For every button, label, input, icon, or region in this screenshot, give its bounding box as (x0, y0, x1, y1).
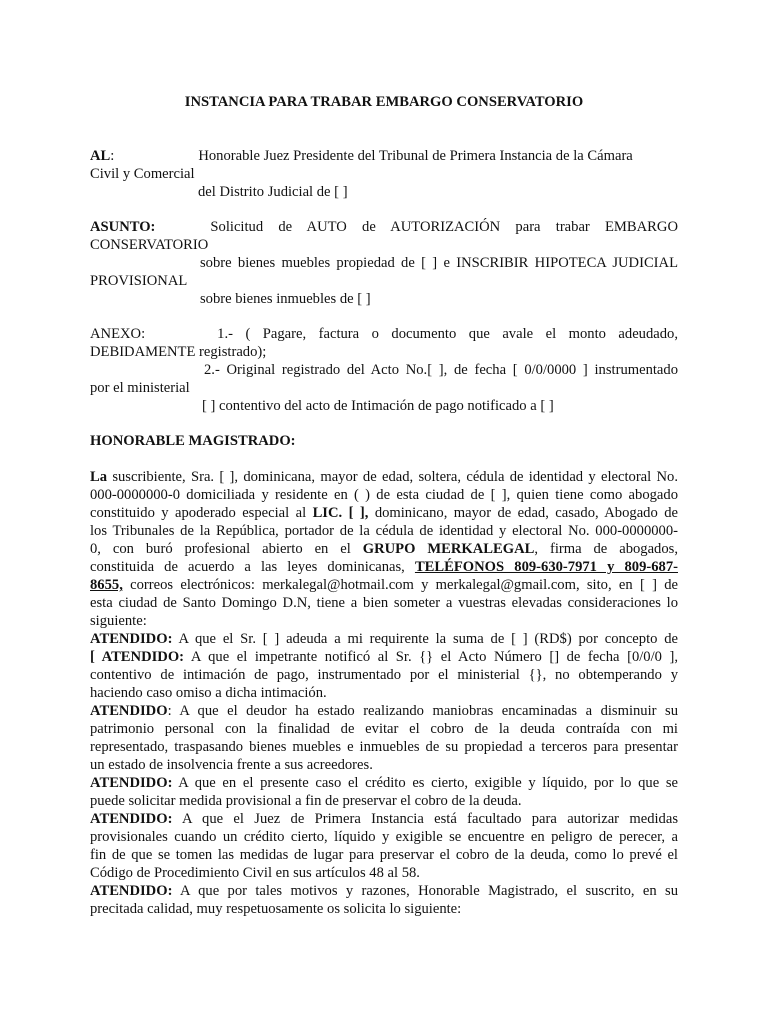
intro-paragraph (90, 468, 678, 630)
atendido-1: ATENDIDO: A que el Sr. [ ] adeuda a mi requirente la suma de [ ] (RD$) por concepto de (90, 631, 679, 647)
intro-line-7: 8655, correos electrónicos: merkalegal@hotmail.com y merkalegal@gmail.com, sito, en [ ] de (90, 577, 678, 593)
intro-line-6: constituida de acuerdo a las leyes dominicanas, TELÉFONOS 809-630-7971 y 809-687- (90, 559, 678, 575)
salutation: HONORABLE MAGISTRADO: (90, 433, 296, 449)
asunto-line-1: ASUNTO: Solicitud de AUTO de AUTORIZACIÓN para trabar EMBARGO (90, 219, 678, 235)
atendido-label: [ ATENDIDO: (90, 649, 185, 665)
atendido-6: ATENDIDO: A que por tales motivos y razones, Honorable Magistrado, el suscrito, en su precitada calidad, muy respetuosamente os solicita lo siguiente: (90, 883, 678, 917)
asunto-line-3: sobre bienes muebles propiedad de [ ] e INSCRIBIR HIPOTECA JUDICIAL (200, 255, 678, 271)
al-recipient: Honorable Juez Presidente del Tribunal de Primera Instancia de la Cámara (198, 148, 633, 164)
asunto-line-4: PROVISIONAL (90, 273, 188, 289)
asunto-line-5: sobre bienes inmuebles de [ ] (200, 291, 371, 307)
atendido-3: ATENDIDO: A que el deudor ha estado realizando maniobras encaminadas a disminuir su patrimonio personal con la finalidad de evitar el cobro de la deuda contraída con mi representado, traspasando bienes muebles e inmuebles de su propiedad a terceros para presentar un estado de insolvencia frente a sus acreedores. (90, 703, 678, 773)
anexo-line-4: por el ministerial (90, 380, 190, 396)
atendido-label: ATENDIDO: (90, 883, 173, 899)
atendido-label: ATENDIDO: (90, 775, 173, 791)
asunto-section (90, 218, 678, 308)
intro-line-3: constituido y apoderado especial al LIC. [ ], dominicano, mayor de edad, casado, Abogado de (90, 505, 678, 521)
al-colon: : (110, 148, 115, 164)
atendido-4: ATENDIDO: A que en el presente caso el crédito es cierto, exigible y líquido, por lo que se puede solicitar medida provisional a fin de preservar el cobro de la deuda. (90, 775, 678, 809)
al-line-1 (90, 147, 678, 165)
intro-line-2: 000-0000000-0 domiciliada y residente en ( ) de esta ciudad de [ ], quien tiene como abogado (90, 487, 678, 503)
al-line-2: Civil y Comercial (90, 166, 195, 182)
al-section (90, 147, 678, 201)
anexo-label: ANEXO: (90, 326, 146, 342)
anexo-line-3: 2.- Original registrado del Acto No.[ ], de fecha [ 0/0/0000 ] instrumentado (204, 362, 678, 378)
asunto-line-2: CONSERVATORIO (90, 237, 209, 253)
atendido-label: ATENDIDO (90, 703, 168, 719)
anexo-section (90, 325, 678, 415)
document-title: INSTANCIA PARA TRABAR EMBARGO CONSERVATORIO (184, 94, 584, 110)
anexo-line-2: DEBIDAMENTE registrado); (90, 344, 267, 360)
anexo-line-5: [ ] contentivo del acto de Intimación de pago notificado a [ ] (202, 398, 554, 414)
intro-line-8: esta ciudad de Santo Domingo D.N, tiene a bien someter a vuestras elevadas consideraciones lo (90, 595, 678, 611)
atendido-2: [ ATENDIDO: A que el impetrante notificó al Sr. {} el Acto Número [] de fecha [0/0/0 ], contentivo de intimación de pago, instrumentado por el ministerial {}, no obtemperando y haciendo caso omiso a dicha intimación. (90, 649, 679, 701)
atendido-5: ATENDIDO: A que el Juez de Primera Instancia está facultado para autorizar medidas provisionales cuando un crédito cierto, líquido y exigible se encuentre en peligro de perecer, a fin de que se tomen las medidas de lugar para preservar el cobro de la deuda, como lo prevé el Código de Procedimiento Civil en sus artículos 48 al 58. (90, 811, 679, 881)
anexo-line-1: ANEXO: 1.- ( Pagare, factura o documento que avale el monto adeudado, (90, 326, 678, 342)
atendido-label: ATENDIDO: (90, 811, 173, 827)
al-label: AL (90, 148, 111, 164)
al-line-3: del Distrito Judicial de [ ] (198, 184, 348, 200)
atendido-label: ATENDIDO: (90, 631, 173, 647)
intro-line-1: La suscribiente, Sra. [ ], dominicana, mayor de edad, soltera, cédula de identidad y electoral No. (90, 469, 678, 485)
intro-line-5: 0, con buró profesional abierto en el GRUPO MERKALEGAL, firma de abogados, (90, 541, 678, 557)
intro-line-4: los Tribunales de la República, portador de la cédula de identidad y electoral No. 000-0000000- (90, 523, 678, 539)
intro-line-9: siguiente: (90, 613, 147, 629)
phones: TELÉFONOS 809-630-7971 y 809-687- (414, 559, 678, 575)
asunto-label: ASUNTO: (90, 219, 156, 235)
